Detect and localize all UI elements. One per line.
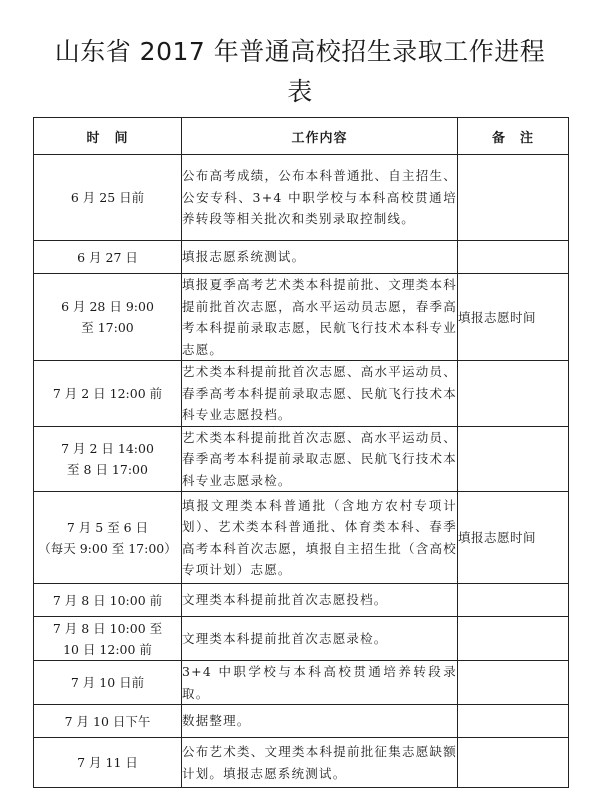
cell-note: [458, 661, 569, 705]
cell-note: 填报志愿时间: [458, 492, 569, 584]
time-line: （每天 9:00 至 17:00）: [38, 540, 177, 556]
table-row: [34, 155, 569, 241]
cell-note: [458, 617, 569, 661]
time-line: 10 日 12:00 前: [63, 641, 152, 657]
page-title: [0, 32, 600, 112]
cell-time: [34, 584, 182, 617]
header-content: 工作内容: [182, 118, 458, 155]
time-line: 7 月 2 日 14:00: [61, 440, 154, 456]
table-row: [34, 705, 569, 738]
cell-content: 公布艺术类、文理类本科提前批征集志愿缺额计划。填报志愿系统测试。: [182, 738, 458, 788]
cell-time: [34, 661, 182, 705]
cell-time: [34, 361, 182, 427]
cell-note: [458, 241, 569, 274]
cell-note: [458, 738, 569, 788]
time-line: 7 月 2 日 12:00 前: [52, 385, 163, 401]
cell-time: [34, 738, 182, 788]
cell-content: 3+4 中职学校与本科高校贯通培养转段录取。: [182, 661, 458, 705]
cell-content: 艺术类本科提前批首次志愿、高水平运动员、春季高考本科提前录取志愿、民航飞行技术本科专业志愿投档。: [182, 361, 458, 427]
table-row: [34, 361, 569, 427]
cell-note: [458, 705, 569, 738]
cell-time: [34, 274, 182, 361]
time-line: 6 月 28 日 9:00: [61, 299, 154, 314]
cell-content: 文理类本科提前批首次志愿录检。: [182, 617, 458, 661]
time-line: 6 月 25 日前: [70, 190, 145, 205]
table-row: [34, 738, 569, 788]
time-line: 7 月 10 日前: [70, 675, 145, 690]
cell-content: 填报志愿系统测试。: [182, 241, 458, 274]
time-line: 7 月 10 日下午: [64, 713, 151, 729]
time-line: 7 月 5 至 6 日: [66, 519, 149, 535]
time-line: 至 8 日 17:00: [67, 461, 148, 477]
time-line: 7 月 8 日 10:00 前: [52, 592, 163, 608]
title-line-2: 表: [287, 77, 313, 106]
cell-content: 文理类本科提前批首次志愿投档。: [182, 584, 458, 617]
table-row: [34, 661, 569, 705]
time-line: 6 月 27 日: [77, 249, 138, 265]
time-line: 至 17:00: [81, 320, 134, 335]
table-row: [34, 426, 569, 492]
cell-content: 公布高考成绩，公布本科普通批、自主招生、公安专科、3+4 中职学校与本科高校贯通培养转段等相关批次和类别录取控制线。: [182, 155, 458, 241]
cell-content: 填报夏季高考艺术类本科提前批、文理类本科提前批首次志愿，高水平运动员志愿，春季高考本科提前录取志愿，民航飞行技术本科专业志愿。: [182, 274, 458, 361]
header-note: 备 注: [458, 118, 569, 155]
cell-note: 填报志愿时间: [458, 274, 569, 361]
title-line-1: 山东省 2017 年普通高校招生录取工作进程: [54, 37, 546, 66]
cell-content: 填报文理类本科普通批（含地方农村专项计划）、艺术类本科普通批、体育类本科、春季高考本科首次志愿，填报自主招生批（含高校专项计划）志愿。: [182, 492, 458, 584]
header-time: 时 间: [34, 118, 182, 155]
cell-content: 艺术类本科提前批首次志愿、高水平运动员、春季高考本科提前录取志愿、民航飞行技术本科专业志愿录检。: [182, 426, 458, 492]
cell-time: [34, 426, 182, 492]
table-row: [34, 617, 569, 661]
time-line: 7 月 8 日 10:00 至: [52, 620, 163, 636]
cell-time: [34, 155, 182, 241]
table-row: [34, 241, 569, 274]
table-row: [34, 492, 569, 584]
cell-note: [458, 361, 569, 427]
time-line: 7 月 11 日: [77, 755, 138, 770]
table-row: [34, 584, 569, 617]
cell-content: 数据整理。: [182, 705, 458, 738]
cell-note: [458, 584, 569, 617]
cell-note: [458, 155, 569, 241]
cell-time: [34, 617, 182, 661]
cell-time: [34, 241, 182, 274]
table-row: [34, 274, 569, 361]
header-row: [34, 118, 569, 155]
cell-note: [458, 426, 569, 492]
cell-time: [34, 705, 182, 738]
schedule-table: [33, 117, 569, 788]
cell-time: [34, 492, 182, 584]
